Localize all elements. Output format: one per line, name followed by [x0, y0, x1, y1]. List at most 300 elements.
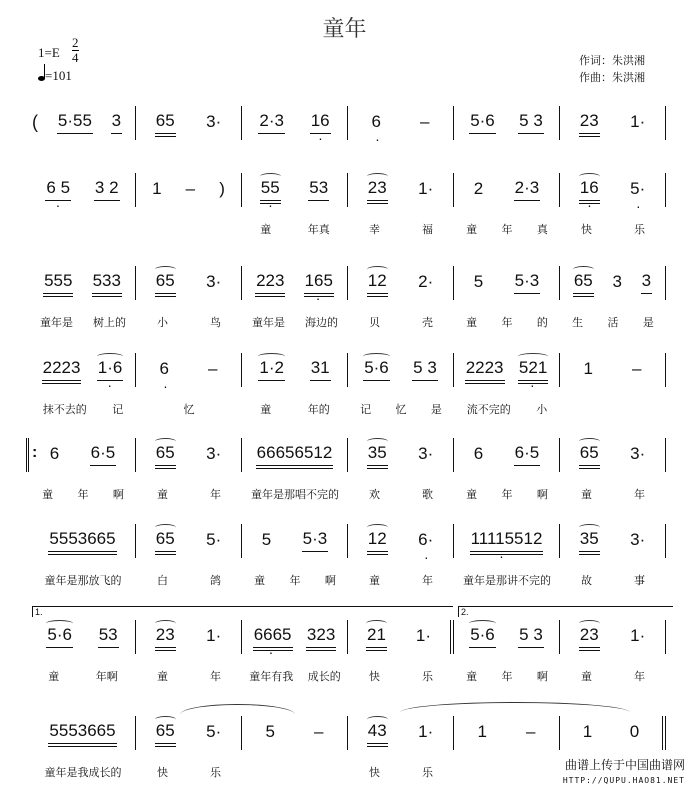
lyric-line — [30, 486, 670, 502]
lyric-measure — [242, 401, 348, 417]
note-group: 6 — [49, 443, 60, 463]
lyric-measure — [136, 572, 242, 588]
lyric-measure — [136, 668, 242, 684]
measure — [560, 173, 666, 207]
slur-mark — [367, 716, 388, 723]
note-group: 12 — [367, 272, 388, 294]
lyric-syllable: 快 — [581, 224, 592, 236]
measure — [30, 716, 136, 750]
measure — [560, 353, 666, 387]
note-group: 6·5 — [514, 444, 541, 466]
lyric-syllable: 童年是我成长的 — [44, 767, 122, 779]
note-group: 5 — [265, 721, 275, 741]
measure — [454, 173, 560, 207]
note-group: · 16 — [579, 179, 600, 201]
note-group: 323 — [306, 626, 336, 648]
lyric-measure — [560, 401, 666, 417]
open-paren: ( — [32, 112, 38, 132]
lyric-syllable: 童年是那放飞的 — [44, 575, 122, 587]
slur-mark — [155, 524, 176, 531]
note-group: · 11115512 — [470, 530, 544, 552]
lyric-measure — [242, 764, 348, 780]
measure — [348, 106, 454, 140]
score-row — [30, 607, 670, 683]
note-group: 23 — [367, 179, 388, 201]
lyric-measure — [30, 572, 136, 588]
lyric-syllable: 小 — [157, 317, 168, 329]
note-group: 5· — [206, 721, 222, 741]
measure — [136, 353, 242, 387]
lyric-syllable: 活 — [607, 317, 619, 329]
note-group: 5 3 — [412, 359, 438, 381]
note-group: 5553665 — [48, 530, 116, 552]
note-group: 3 — [612, 271, 622, 291]
measure — [348, 173, 454, 207]
lyric-syllable: 年 — [77, 489, 89, 501]
note-group: – — [526, 721, 536, 741]
score-row — [30, 106, 670, 166]
lyric-syllable: 童 — [466, 317, 478, 329]
measure — [242, 438, 348, 472]
time-top: 2 — [72, 35, 79, 50]
note-group: – — [632, 358, 642, 378]
note-group: 5 — [473, 271, 484, 291]
note-group: 31 — [310, 359, 331, 381]
lyric-syllable: 壳 — [422, 317, 433, 329]
note-group: · 6· — [417, 531, 434, 552]
lyric-syllable: 年 — [501, 224, 513, 236]
note-group: 1 — [152, 178, 162, 198]
lyric-measure — [560, 486, 666, 502]
lyric-syllable: 童年是 — [252, 317, 285, 329]
measure — [560, 438, 666, 472]
note-group: 2223 — [465, 359, 505, 381]
lyric-syllable: 童 — [254, 575, 266, 587]
lyric-syllable: 乐 — [422, 767, 433, 779]
lyric-measure — [454, 668, 560, 684]
lyric-syllable: 乐 — [422, 671, 433, 683]
lyric-syllable: 歌 — [422, 489, 433, 501]
note-group: 65 — [155, 530, 176, 552]
measure — [30, 524, 136, 558]
tie-mark — [400, 702, 630, 723]
note-group: 5· — [206, 529, 222, 549]
lyric-syllable: 啊 — [536, 671, 548, 683]
note-group: 5·3 — [514, 272, 541, 294]
slur-mark — [518, 353, 548, 360]
measure — [30, 620, 136, 654]
note-group: 12 — [367, 530, 388, 552]
lyric-measure — [454, 764, 560, 780]
lyric-syllable: 记 — [360, 404, 372, 416]
tempo-value: =101 — [45, 68, 72, 83]
score-row — [30, 438, 670, 501]
note-group: 3 2 — [94, 179, 120, 201]
lyric-measure — [454, 401, 560, 417]
key-signature: 1=E — [38, 45, 60, 60]
note-group: 65 — [579, 444, 600, 466]
note-group: 5 3 — [518, 112, 544, 134]
lyric-measure — [30, 668, 136, 684]
time-bottom: 4 — [72, 50, 79, 65]
note-group: · 6 — [159, 360, 170, 381]
lyric-measure — [30, 401, 136, 417]
note-group: 6 — [473, 443, 484, 463]
measure — [136, 524, 242, 558]
note-group: 555 — [43, 272, 73, 294]
lyric-measure — [560, 668, 666, 684]
measure — [560, 266, 666, 300]
note-group: 1· — [206, 625, 222, 645]
slur-mark — [363, 353, 390, 360]
slur-mark — [366, 620, 387, 627]
note-group: · 6 5 — [45, 179, 71, 201]
tempo-marking — [38, 68, 72, 84]
lyric-measure — [454, 486, 560, 502]
slur-mark — [155, 620, 176, 627]
lyric-syllable: 真 — [536, 224, 548, 236]
lyric-line — [30, 221, 670, 237]
measure — [136, 438, 242, 472]
slur-mark — [579, 438, 600, 445]
lyric-syllable: 故 — [581, 575, 592, 587]
slur-mark — [155, 716, 176, 723]
lyric-syllable: 童 — [42, 489, 54, 501]
lyric-measure — [136, 314, 242, 330]
measure — [454, 266, 560, 300]
lyric-syllable: 啊 — [112, 489, 124, 501]
note-group: · 1·6 — [97, 359, 124, 381]
lyric-measure — [348, 572, 454, 588]
note-group: 35 — [367, 444, 388, 466]
measure — [348, 438, 454, 472]
lyric-syllable: 海边的 — [305, 317, 338, 329]
slur-mark — [573, 266, 594, 273]
lyric-measure — [30, 221, 136, 237]
note-group: 53 — [98, 626, 119, 648]
lyric-syllable: 啊 — [536, 489, 548, 501]
lyric-syllable: 童年是 — [40, 317, 73, 329]
note-group: 3· — [206, 271, 222, 291]
lyric-syllable: 童 — [260, 404, 272, 416]
lyric-syllable: 贝 — [369, 317, 380, 329]
volta-first-ending: 1. — [32, 606, 453, 617]
note-group: 1· — [630, 111, 646, 131]
note-group: 0 — [629, 721, 640, 741]
lyric-syllable: 小 — [536, 404, 548, 416]
measure-line — [30, 620, 670, 654]
slur-mark — [97, 353, 124, 360]
note-group: 1· — [418, 721, 434, 741]
lyric-measure — [242, 572, 348, 588]
lyric-measure — [242, 668, 348, 684]
lyric-measure — [30, 764, 136, 780]
volta-second-ending: 2. — [458, 606, 673, 617]
lyric-syllable: 年 — [289, 575, 301, 587]
lyric-syllable: 童 — [369, 575, 380, 587]
measure — [242, 524, 348, 558]
note-group: 5 3 — [518, 626, 544, 648]
measure — [242, 620, 348, 654]
lyric-syllable: 树上的 — [93, 317, 126, 329]
note-group: · 521 — [518, 359, 548, 381]
note-group: 65 — [155, 272, 176, 294]
note-group: 3· — [418, 443, 434, 463]
watermark-site: 曲谱上传于中国曲谱网 — [564, 758, 685, 772]
lyric-measure — [348, 221, 454, 237]
lyric-measure — [30, 486, 136, 502]
note-group: 2 — [473, 178, 484, 198]
measure — [242, 266, 348, 300]
measure-line — [30, 353, 670, 387]
measure — [560, 620, 666, 654]
score-row — [30, 524, 670, 587]
lyric-syllable: 成长的 — [307, 671, 341, 683]
measure — [454, 438, 560, 472]
measure — [30, 438, 136, 472]
lyric-measure — [348, 668, 454, 684]
note-group: 5·3 — [302, 530, 329, 552]
note-group: · 16 — [310, 112, 331, 134]
measure — [30, 173, 136, 207]
measure — [348, 524, 454, 558]
note-group: 65 — [573, 272, 594, 294]
score-row — [30, 266, 670, 329]
lyric-syllable: 年 — [501, 317, 513, 329]
lyric-syllable: 乐 — [634, 224, 645, 236]
lyric-syllable: 快 — [369, 767, 380, 779]
lyric-measure — [136, 401, 242, 417]
note-group: 2·3 — [514, 179, 541, 201]
slur-mark — [469, 620, 496, 627]
composer: 作曲：朱洪湘 — [579, 72, 645, 84]
lyric-line — [30, 668, 670, 684]
lyric-measure — [454, 314, 560, 330]
lyric-syllable: 欢 — [369, 489, 380, 501]
lyricist: 作词：朱洪湘 — [579, 55, 645, 67]
lyric-syllable: 流不完的 — [466, 404, 511, 416]
lyric-syllable: 福 — [422, 224, 433, 236]
note-group: 1·2 — [258, 359, 285, 381]
note-group: 66656512 — [256, 444, 334, 466]
lyric-syllable: 童 — [581, 489, 592, 501]
measure — [30, 106, 136, 140]
note-group: ) — [219, 178, 225, 198]
note-group: 2· — [418, 271, 434, 291]
lyric-syllable: 童 — [157, 671, 168, 683]
slur-mark — [367, 438, 388, 445]
measure — [454, 524, 560, 558]
lyric-measure — [454, 221, 560, 237]
lyric-syllable: 生 — [572, 317, 584, 329]
lyric-syllable: 鸽 — [210, 575, 221, 587]
measure — [136, 620, 242, 654]
lyric-syllable: 童 — [466, 489, 478, 501]
lyric-syllable: 童年有我 — [249, 671, 294, 683]
note-group: 1 — [583, 358, 593, 378]
measure — [560, 524, 666, 558]
lyric-syllable: 快 — [369, 671, 380, 683]
slur-mark — [579, 173, 600, 180]
note-group: 5·6 — [46, 626, 73, 648]
slur-mark — [367, 266, 388, 273]
tie-mark — [180, 704, 295, 725]
lyric-syllable: 年 — [501, 671, 513, 683]
note-group: 43 — [367, 722, 388, 744]
note-group: 1 — [582, 721, 593, 741]
slur-mark — [579, 524, 600, 531]
note-group: 3 — [111, 112, 122, 134]
score-row — [30, 353, 670, 416]
lyric-syllable: 年 — [210, 489, 221, 501]
note-group: 23 — [579, 626, 600, 648]
measure — [242, 173, 348, 207]
lyric-syllable: 年 — [634, 489, 645, 501]
lyric-syllable: 是 — [642, 317, 654, 329]
note-group: · 5· — [629, 180, 646, 201]
measure — [560, 106, 666, 140]
watermark — [563, 758, 685, 788]
note-group: 2223 — [42, 359, 82, 381]
lyric-line — [30, 401, 670, 417]
note-group: · 6 — [371, 113, 382, 134]
note-group: 1· — [415, 625, 431, 645]
lyric-measure — [348, 486, 454, 502]
note-group: 23 — [155, 626, 176, 648]
note-group: 5·6 — [469, 112, 496, 134]
lyric-measure — [560, 314, 666, 330]
lyric-line — [30, 314, 670, 330]
lyric-measure — [30, 314, 136, 330]
measure — [348, 620, 454, 654]
lyric-syllable: 童年是那唱不完的 — [251, 489, 339, 501]
lyric-syllable: 忆 — [183, 404, 195, 416]
lyric-syllable: 年 — [422, 575, 433, 587]
note-group: 6·5 — [90, 444, 117, 466]
measure — [30, 266, 136, 300]
lyric-line — [30, 572, 670, 588]
lyric-measure — [242, 221, 348, 237]
note-group: 3· — [206, 111, 222, 131]
slur-mark — [46, 620, 73, 627]
lyric-syllable: 记 — [112, 404, 124, 416]
lyric-syllable: 年的 — [307, 404, 330, 416]
slur-mark — [155, 266, 176, 273]
lyric-syllable: 童 — [48, 671, 60, 683]
measure — [30, 353, 136, 387]
lyric-measure — [136, 221, 242, 237]
note-group: 1· — [418, 178, 434, 198]
slur-mark — [258, 353, 285, 360]
lyric-syllable: 童 — [581, 671, 592, 683]
lyric-measure — [560, 572, 666, 588]
measure-line — [30, 524, 670, 558]
lyric-syllable: 童 — [260, 224, 272, 236]
lyric-syllable: 年 — [210, 671, 221, 683]
lyric-syllable: 是 — [430, 404, 442, 416]
lyric-syllable: 鸟 — [210, 317, 221, 329]
note-group: 23 — [579, 112, 600, 134]
lyric-measure — [348, 401, 454, 417]
note-group: 223 — [255, 272, 285, 294]
lyric-syllable: 的 — [536, 317, 548, 329]
note-group: – — [420, 111, 430, 131]
note-group: 65 — [155, 112, 176, 134]
note-group: 5·55 — [57, 112, 93, 134]
note-group: 21 — [366, 626, 387, 648]
lyric-syllable: 年真 — [307, 224, 330, 236]
note-group: – — [314, 721, 324, 741]
score-row — [30, 173, 670, 236]
note-group: 1· — [630, 625, 646, 645]
slur-mark — [260, 173, 281, 180]
note-group: 65 — [155, 722, 176, 744]
note-group: – — [185, 178, 196, 198]
lyric-syllable: 年 — [501, 489, 513, 501]
measure — [348, 353, 454, 387]
measure-line — [30, 106, 670, 140]
measure-line — [30, 173, 670, 207]
measure — [136, 173, 242, 207]
measure — [454, 620, 560, 654]
note-group: 3· — [206, 443, 222, 463]
note-group: 5553665 — [48, 722, 116, 744]
lyric-syllable: 抹不去的 — [42, 404, 87, 416]
measure — [242, 106, 348, 140]
song-title: 童年 — [322, 17, 367, 42]
lyric-measure — [136, 486, 242, 502]
lyric-measure — [348, 314, 454, 330]
lyric-syllable: 忆 — [395, 404, 407, 416]
lyric-syllable: 事 — [634, 575, 645, 587]
measure — [454, 353, 560, 387]
lyric-syllable: 年啊 — [95, 671, 118, 683]
measure — [136, 106, 242, 140]
lyric-syllable: 童年是那讲不完的 — [463, 575, 551, 587]
lyric-measure — [560, 221, 666, 237]
measure — [242, 353, 348, 387]
note-group: 3 — [641, 272, 652, 294]
credits — [579, 53, 645, 87]
lyric-syllable: 快 — [157, 767, 168, 779]
quarter-note-icon — [38, 76, 45, 81]
note-group: · 165 — [304, 272, 334, 294]
note-group: 5·6 — [363, 359, 390, 381]
slur-mark — [155, 438, 176, 445]
lyric-syllable: 童 — [157, 489, 168, 501]
lyric-syllable: 啊 — [324, 575, 336, 587]
note-group: 1 — [477, 721, 487, 741]
note-group: 53 — [308, 179, 329, 201]
lyric-measure — [348, 764, 454, 780]
note-group: 2·3 — [258, 112, 285, 134]
note-group: 65 — [155, 444, 176, 466]
watermark-url: HTTP://QUPU.HAO81.NET — [562, 776, 685, 785]
lyric-measure — [242, 486, 348, 502]
note-group: 35 — [579, 530, 600, 552]
slur-mark — [579, 620, 600, 627]
note-group: · 6665 — [253, 626, 293, 648]
slur-mark — [367, 173, 388, 180]
lyric-syllable: 白 — [157, 575, 168, 587]
lyric-measure — [136, 764, 242, 780]
lyric-measure — [242, 314, 348, 330]
note-group: 3· — [630, 529, 646, 549]
lyric-measure — [454, 572, 560, 588]
slur-mark — [367, 524, 388, 531]
lyric-syllable: 乐 — [210, 767, 221, 779]
note-group: – — [208, 358, 218, 378]
